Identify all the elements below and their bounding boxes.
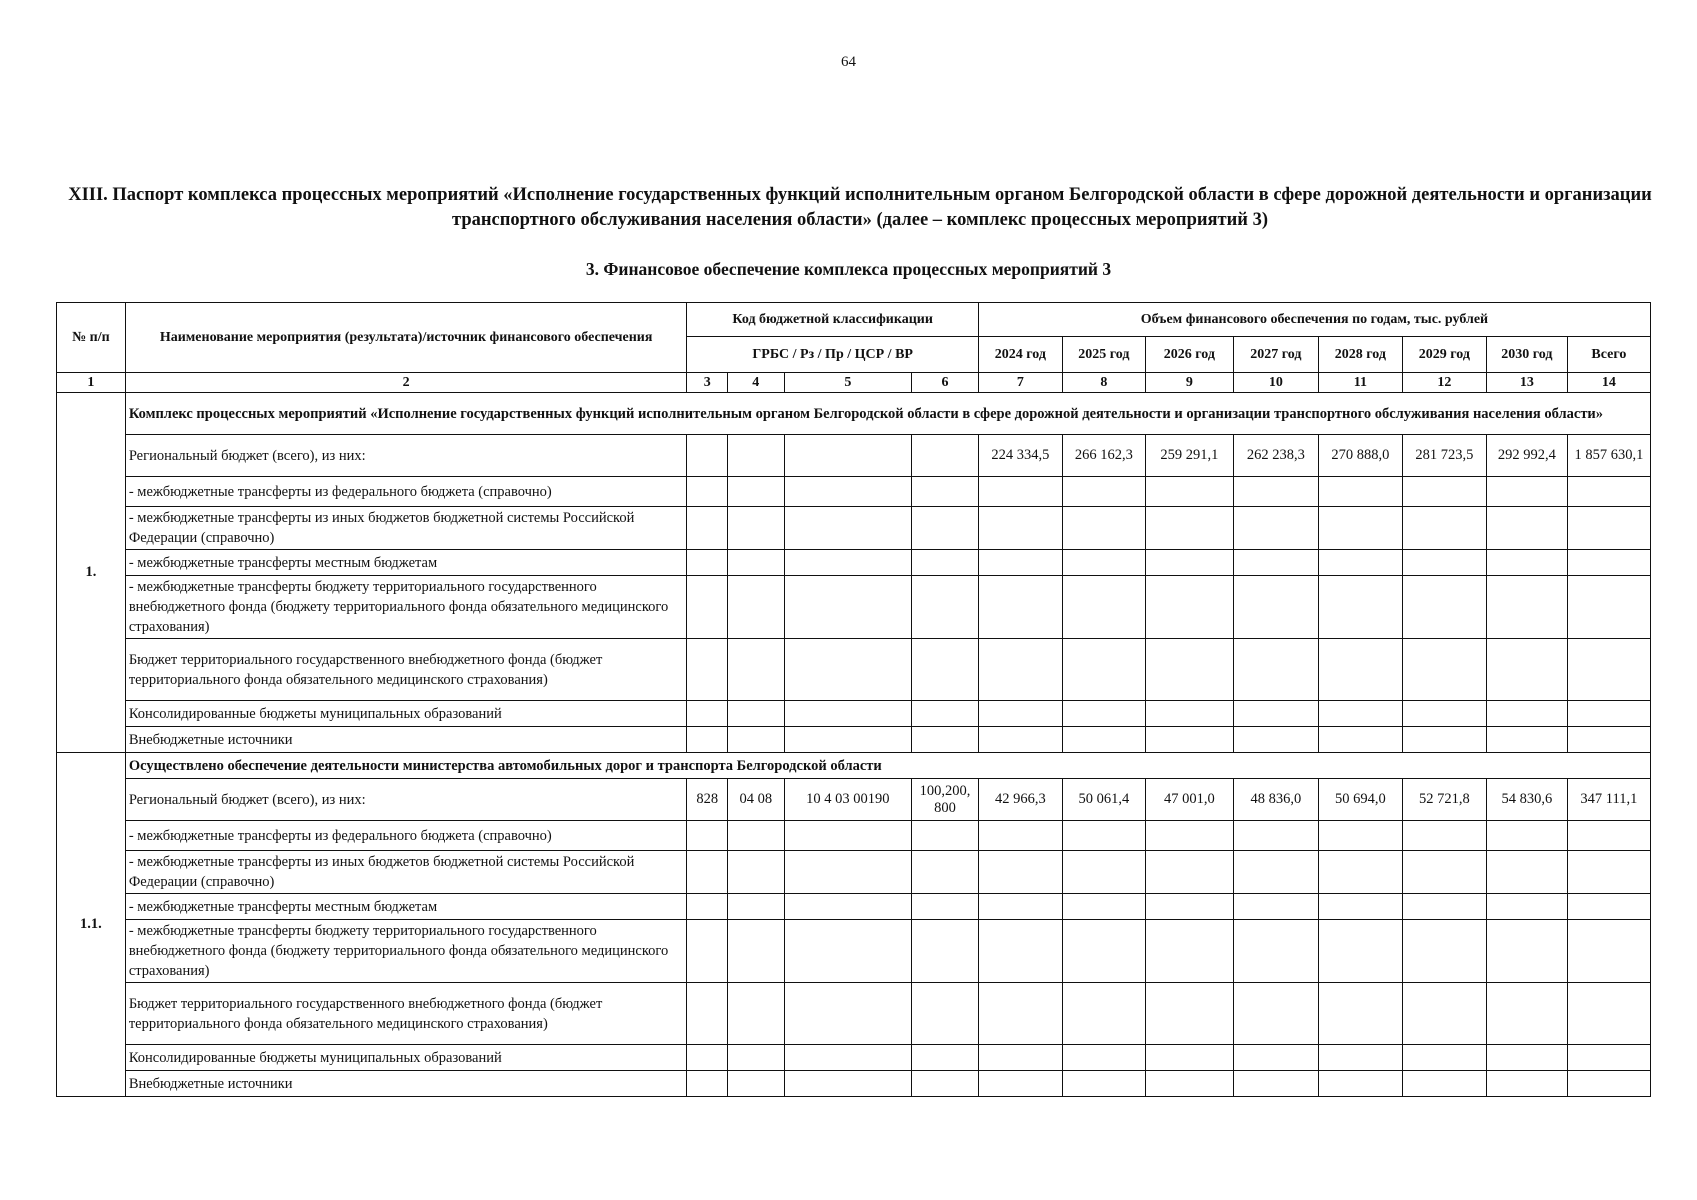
value-cell (1318, 727, 1402, 753)
row-label: Бюджет территориального государственного внебюджетного фонда (бюджет территориального фонда обязательного медицинского страхования) (125, 983, 687, 1045)
value-cell (1062, 894, 1145, 920)
total-cell (1567, 639, 1650, 701)
value-cell (1318, 477, 1402, 507)
total-cell: 1 857 630,1 (1567, 435, 1650, 477)
value-cell (1318, 920, 1402, 983)
value-cell (1402, 477, 1486, 507)
column-number: 2 (125, 373, 687, 393)
table-row (57, 477, 1651, 507)
code-cell (784, 851, 912, 894)
value-cell (978, 550, 1062, 576)
section-row (57, 753, 1651, 779)
value-cell: 259 291,1 (1145, 435, 1233, 477)
column-number: 8 (1062, 373, 1145, 393)
value-cell (1233, 639, 1318, 701)
code-cell: 828 (687, 779, 727, 821)
value-cell (1233, 507, 1318, 550)
total-cell (1567, 477, 1650, 507)
value-cell (1486, 576, 1567, 639)
value-cell (978, 821, 1062, 851)
code-cell (687, 639, 727, 701)
code-cell (727, 507, 784, 550)
code-cell (912, 1071, 979, 1097)
value-cell: 224 334,5 (978, 435, 1062, 477)
code-cell (727, 1045, 784, 1071)
code-cell (727, 851, 784, 894)
code-cell (727, 983, 784, 1045)
value-cell (1062, 983, 1145, 1045)
value-cell (1486, 727, 1567, 753)
code-cell (784, 477, 912, 507)
value-cell (978, 701, 1062, 727)
code-cell (912, 507, 979, 550)
code-cell (784, 894, 912, 920)
value-cell (1145, 550, 1233, 576)
value-cell (1486, 1071, 1567, 1097)
code-cell (687, 576, 727, 639)
value-cell (1062, 639, 1145, 701)
section-number: 1. (57, 393, 126, 753)
code-cell (912, 894, 979, 920)
value-cell (978, 727, 1062, 753)
value-cell (1402, 821, 1486, 851)
column-number: 4 (727, 373, 784, 393)
code-cell (687, 1045, 727, 1071)
code-cell (687, 727, 727, 753)
table-row (57, 550, 1651, 576)
value-cell (1402, 727, 1486, 753)
value-cell (1145, 1045, 1233, 1071)
code-cell (687, 1071, 727, 1097)
table-row (57, 639, 1651, 701)
value-cell (1233, 851, 1318, 894)
code-cell (784, 821, 912, 851)
code-cell (912, 477, 979, 507)
code-cell (784, 920, 912, 983)
row-label: Внебюджетные источники (125, 1071, 687, 1097)
row-label: - межбюджетные трансферты местным бюджетам (125, 894, 687, 920)
value-cell (1062, 1071, 1145, 1097)
table-row (57, 507, 1651, 550)
value-cell (1318, 507, 1402, 550)
code-cell (784, 727, 912, 753)
column-number: 3 (687, 373, 727, 393)
value-cell (1145, 701, 1233, 727)
year-header: 2027 год (1233, 337, 1318, 373)
value-cell (1062, 920, 1145, 983)
value-cell (1486, 851, 1567, 894)
value-cell (1318, 701, 1402, 727)
code-cell (687, 435, 727, 477)
table-row (57, 727, 1651, 753)
row-label: Бюджет территориального государственного внебюджетного фонда (бюджет территориального фонда обязательного медицинского страхования) (125, 639, 687, 701)
value-cell (1486, 639, 1567, 701)
value-cell (1233, 727, 1318, 753)
code-cell (727, 639, 784, 701)
value-cell (1233, 576, 1318, 639)
code-cell (912, 983, 979, 1045)
code-cell (727, 821, 784, 851)
value-cell (1318, 851, 1402, 894)
total-cell (1567, 1071, 1650, 1097)
value-cell (978, 507, 1062, 550)
year-header: 2030 год (1486, 337, 1567, 373)
value-cell (978, 639, 1062, 701)
value-cell (978, 477, 1062, 507)
year-header: 2028 год (1318, 337, 1402, 373)
value-cell (1486, 701, 1567, 727)
code-cell: 10 4 03 00190 (784, 779, 912, 821)
code-cell (912, 576, 979, 639)
row-label: - межбюджетные трансферты из иных бюджетов бюджетной системы Российской Федерации (справочно) (125, 851, 687, 894)
code-cell (727, 727, 784, 753)
value-cell (1062, 477, 1145, 507)
value-cell (1233, 920, 1318, 983)
value-cell (1318, 894, 1402, 920)
value-cell (1062, 576, 1145, 639)
value-cell (1062, 550, 1145, 576)
row-label: - межбюджетные трансферты из федерального бюджета (справочно) (125, 821, 687, 851)
value-cell (1233, 701, 1318, 727)
column-number-row (57, 373, 1651, 393)
code-parts-header: ГРБС / Рз / Пр / ЦСР / ВР (687, 337, 978, 373)
value-cell (1233, 821, 1318, 851)
code-cell (912, 435, 979, 477)
value-cell (1145, 639, 1233, 701)
section-number: 1.1. (57, 753, 126, 1097)
value-cell (1402, 576, 1486, 639)
value-cell (1318, 821, 1402, 851)
value-cell (1402, 983, 1486, 1045)
value-cell (978, 851, 1062, 894)
code-cell (687, 821, 727, 851)
value-cell (1062, 851, 1145, 894)
row-label: - межбюджетные трансферты бюджету территориального государственного внебюджетного фонда (бюджету территориального фонда обязательного медицинского страхования) (125, 576, 687, 639)
row-label: Региональный бюджет (всего), из них: (125, 779, 687, 821)
value-cell (1318, 1071, 1402, 1097)
code-cell (784, 576, 912, 639)
column-number: 14 (1567, 373, 1650, 393)
column-number: 1 (57, 373, 126, 393)
code-cell: 100,200, 800 (912, 779, 979, 821)
value-cell (1402, 851, 1486, 894)
column-number: 9 (1145, 373, 1233, 393)
value-cell (1486, 821, 1567, 851)
value-cell (1145, 983, 1233, 1045)
row-label: - межбюджетные трансферты бюджету территориального государственного внебюджетного фонда (бюджету территориального фонда обязательного медицинского страхования) (125, 920, 687, 983)
value-cell (1145, 1071, 1233, 1097)
year-header: 2026 год (1145, 337, 1233, 373)
value-cell (1402, 639, 1486, 701)
value-cell (1062, 821, 1145, 851)
funding-table (56, 302, 1651, 1097)
code-cell (727, 477, 784, 507)
column-number: 6 (912, 373, 979, 393)
code-cell (687, 851, 727, 894)
value-cell (1402, 1045, 1486, 1071)
value-cell: 50 694,0 (1318, 779, 1402, 821)
value-cell (1145, 477, 1233, 507)
value-cell: 48 836,0 (1233, 779, 1318, 821)
section-row (57, 393, 1651, 435)
value-cell (1145, 894, 1233, 920)
code-cell: 04 08 (727, 779, 784, 821)
value-cell (1145, 821, 1233, 851)
column-number: 11 (1318, 373, 1402, 393)
code-cell (912, 550, 979, 576)
row-label: Региональный бюджет (всего), из них: (125, 435, 687, 477)
value-cell (1486, 477, 1567, 507)
value-cell (1402, 894, 1486, 920)
page-number: 64 (841, 54, 856, 70)
code-cell (784, 983, 912, 1045)
code-cell (912, 639, 979, 701)
code-cell (784, 639, 912, 701)
value-cell: 292 992,4 (1486, 435, 1567, 477)
value-cell (978, 1071, 1062, 1097)
code-cell (784, 1071, 912, 1097)
table-row (57, 1071, 1651, 1097)
table-row (57, 851, 1651, 894)
total-cell (1567, 576, 1650, 639)
code-cell (687, 983, 727, 1045)
table-row (57, 435, 1651, 477)
year-header: 2025 год (1062, 337, 1145, 373)
table-row (57, 701, 1651, 727)
value-cell: 262 238,3 (1233, 435, 1318, 477)
value-cell (1318, 576, 1402, 639)
total-cell (1567, 821, 1650, 851)
value-cell (1486, 894, 1567, 920)
value-cell (1486, 983, 1567, 1045)
value-cell (978, 920, 1062, 983)
value-cell (1062, 1045, 1145, 1071)
code-cell (912, 821, 979, 851)
code-cell (784, 1045, 912, 1071)
value-cell (1145, 851, 1233, 894)
value-cell (1486, 507, 1567, 550)
code-cell (784, 701, 912, 727)
total-cell: 347 111,1 (1567, 779, 1650, 821)
value-cell (1402, 1071, 1486, 1097)
row-label: Консолидированные бюджеты муниципальных образований (125, 701, 687, 727)
total-cell (1567, 983, 1650, 1045)
code-cell (687, 701, 727, 727)
row-label: - межбюджетные трансферты из федерального бюджета (справочно) (125, 477, 687, 507)
column-number: 10 (1233, 373, 1318, 393)
row-label: - межбюджетные трансферты местным бюджетам (125, 550, 687, 576)
code-cell (727, 550, 784, 576)
value-cell: 266 162,3 (1062, 435, 1145, 477)
code-cell (912, 727, 979, 753)
row-label: Внебюджетные источники (125, 727, 687, 753)
value-cell (978, 1045, 1062, 1071)
table-row (57, 779, 1651, 821)
row-label: Консолидированные бюджеты муниципальных образований (125, 1045, 687, 1071)
table-row (57, 821, 1651, 851)
table-row (57, 983, 1651, 1045)
value-cell (1318, 639, 1402, 701)
value-cell (978, 894, 1062, 920)
num-header: № п/п (57, 303, 126, 373)
value-cell (1062, 701, 1145, 727)
code-cell (912, 920, 979, 983)
column-number: 13 (1486, 373, 1567, 393)
value-cell (1486, 1045, 1567, 1071)
value-cell (1402, 920, 1486, 983)
document-title: XIII. Паспорт комплекса процессных мероприятий «Исполнение государственных функций исполнительным органом Белгородской области в сфере дорожной деятельности и организации транспортного обслуживания населения области» (далее – комплекс процессных мероприятий 3) (68, 185, 1652, 230)
code-cell (727, 894, 784, 920)
section-title: Осуществлено обеспечение деятельности министерства автомобильных дорог и транспорта Белгородской области (125, 753, 1650, 779)
table-row (57, 920, 1651, 983)
total-cell (1567, 701, 1650, 727)
budget-code-header: Код бюджетной классификации (687, 303, 978, 337)
table-row (57, 576, 1651, 639)
value-cell (1233, 477, 1318, 507)
value-cell (1402, 701, 1486, 727)
code-cell (784, 435, 912, 477)
total-header: Всего (1567, 337, 1650, 373)
section-title: Комплекс процессных мероприятий «Исполнение государственных функций исполнительным органом Белгородской области в сфере дорожной деятельности и организации транспортного обслуживания населения области» (125, 393, 1650, 435)
name-header: Наименование мероприятия (результата)/источник финансового обеспечения (125, 303, 687, 373)
value-cell: 54 830,6 (1486, 779, 1567, 821)
table-row (57, 1045, 1651, 1071)
total-cell (1567, 894, 1650, 920)
value-cell: 270 888,0 (1318, 435, 1402, 477)
table-header-row (57, 303, 1651, 337)
value-cell (1318, 550, 1402, 576)
row-label: - межбюджетные трансферты из иных бюджетов бюджетной системы Российской Федерации (справочно) (125, 507, 687, 550)
code-cell (784, 550, 912, 576)
value-cell (1402, 507, 1486, 550)
table-body (57, 393, 1651, 1097)
year-header: 2029 год (1402, 337, 1486, 373)
value-cell (1233, 550, 1318, 576)
code-cell (912, 701, 979, 727)
total-cell (1567, 727, 1650, 753)
code-cell (687, 507, 727, 550)
column-number: 5 (784, 373, 912, 393)
code-cell (727, 435, 784, 477)
value-cell (1402, 550, 1486, 576)
value-cell (978, 576, 1062, 639)
value-cell (1486, 550, 1567, 576)
code-cell (727, 576, 784, 639)
value-cell: 281 723,5 (1402, 435, 1486, 477)
code-cell (687, 550, 727, 576)
value-cell (1233, 983, 1318, 1045)
value-cell (1062, 727, 1145, 753)
value-cell: 47 001,0 (1145, 779, 1233, 821)
column-number: 7 (978, 373, 1062, 393)
value-cell (1145, 576, 1233, 639)
code-cell (687, 920, 727, 983)
value-cell: 50 061,4 (1062, 779, 1145, 821)
value-cell (1145, 507, 1233, 550)
value-cell (1145, 920, 1233, 983)
table-row (57, 894, 1651, 920)
code-cell (687, 894, 727, 920)
total-cell (1567, 851, 1650, 894)
value-cell (1318, 983, 1402, 1045)
code-cell (727, 1071, 784, 1097)
year-header: 2024 год (978, 337, 1062, 373)
value-cell: 42 966,3 (978, 779, 1062, 821)
code-cell (727, 701, 784, 727)
value-cell (1233, 1045, 1318, 1071)
value-cell (1062, 507, 1145, 550)
total-cell (1567, 920, 1650, 983)
value-cell (1233, 1071, 1318, 1097)
column-number: 12 (1402, 373, 1486, 393)
value-cell (1233, 894, 1318, 920)
funding-volume-header: Объем финансового обеспечения по годам, тыс. рублей (978, 303, 1650, 337)
section-subtitle: 3. Финансовое обеспечение комплекса процессных мероприятий 3 (585, 259, 1112, 279)
code-cell (687, 477, 727, 507)
code-cell (727, 920, 784, 983)
code-cell (912, 1045, 979, 1071)
value-cell: 52 721,8 (1402, 779, 1486, 821)
total-cell (1567, 507, 1650, 550)
value-cell (1318, 1045, 1402, 1071)
value-cell (1145, 727, 1233, 753)
code-cell (784, 507, 912, 550)
total-cell (1567, 1045, 1650, 1071)
value-cell (1486, 920, 1567, 983)
value-cell (978, 983, 1062, 1045)
total-cell (1567, 550, 1650, 576)
code-cell (912, 851, 979, 894)
